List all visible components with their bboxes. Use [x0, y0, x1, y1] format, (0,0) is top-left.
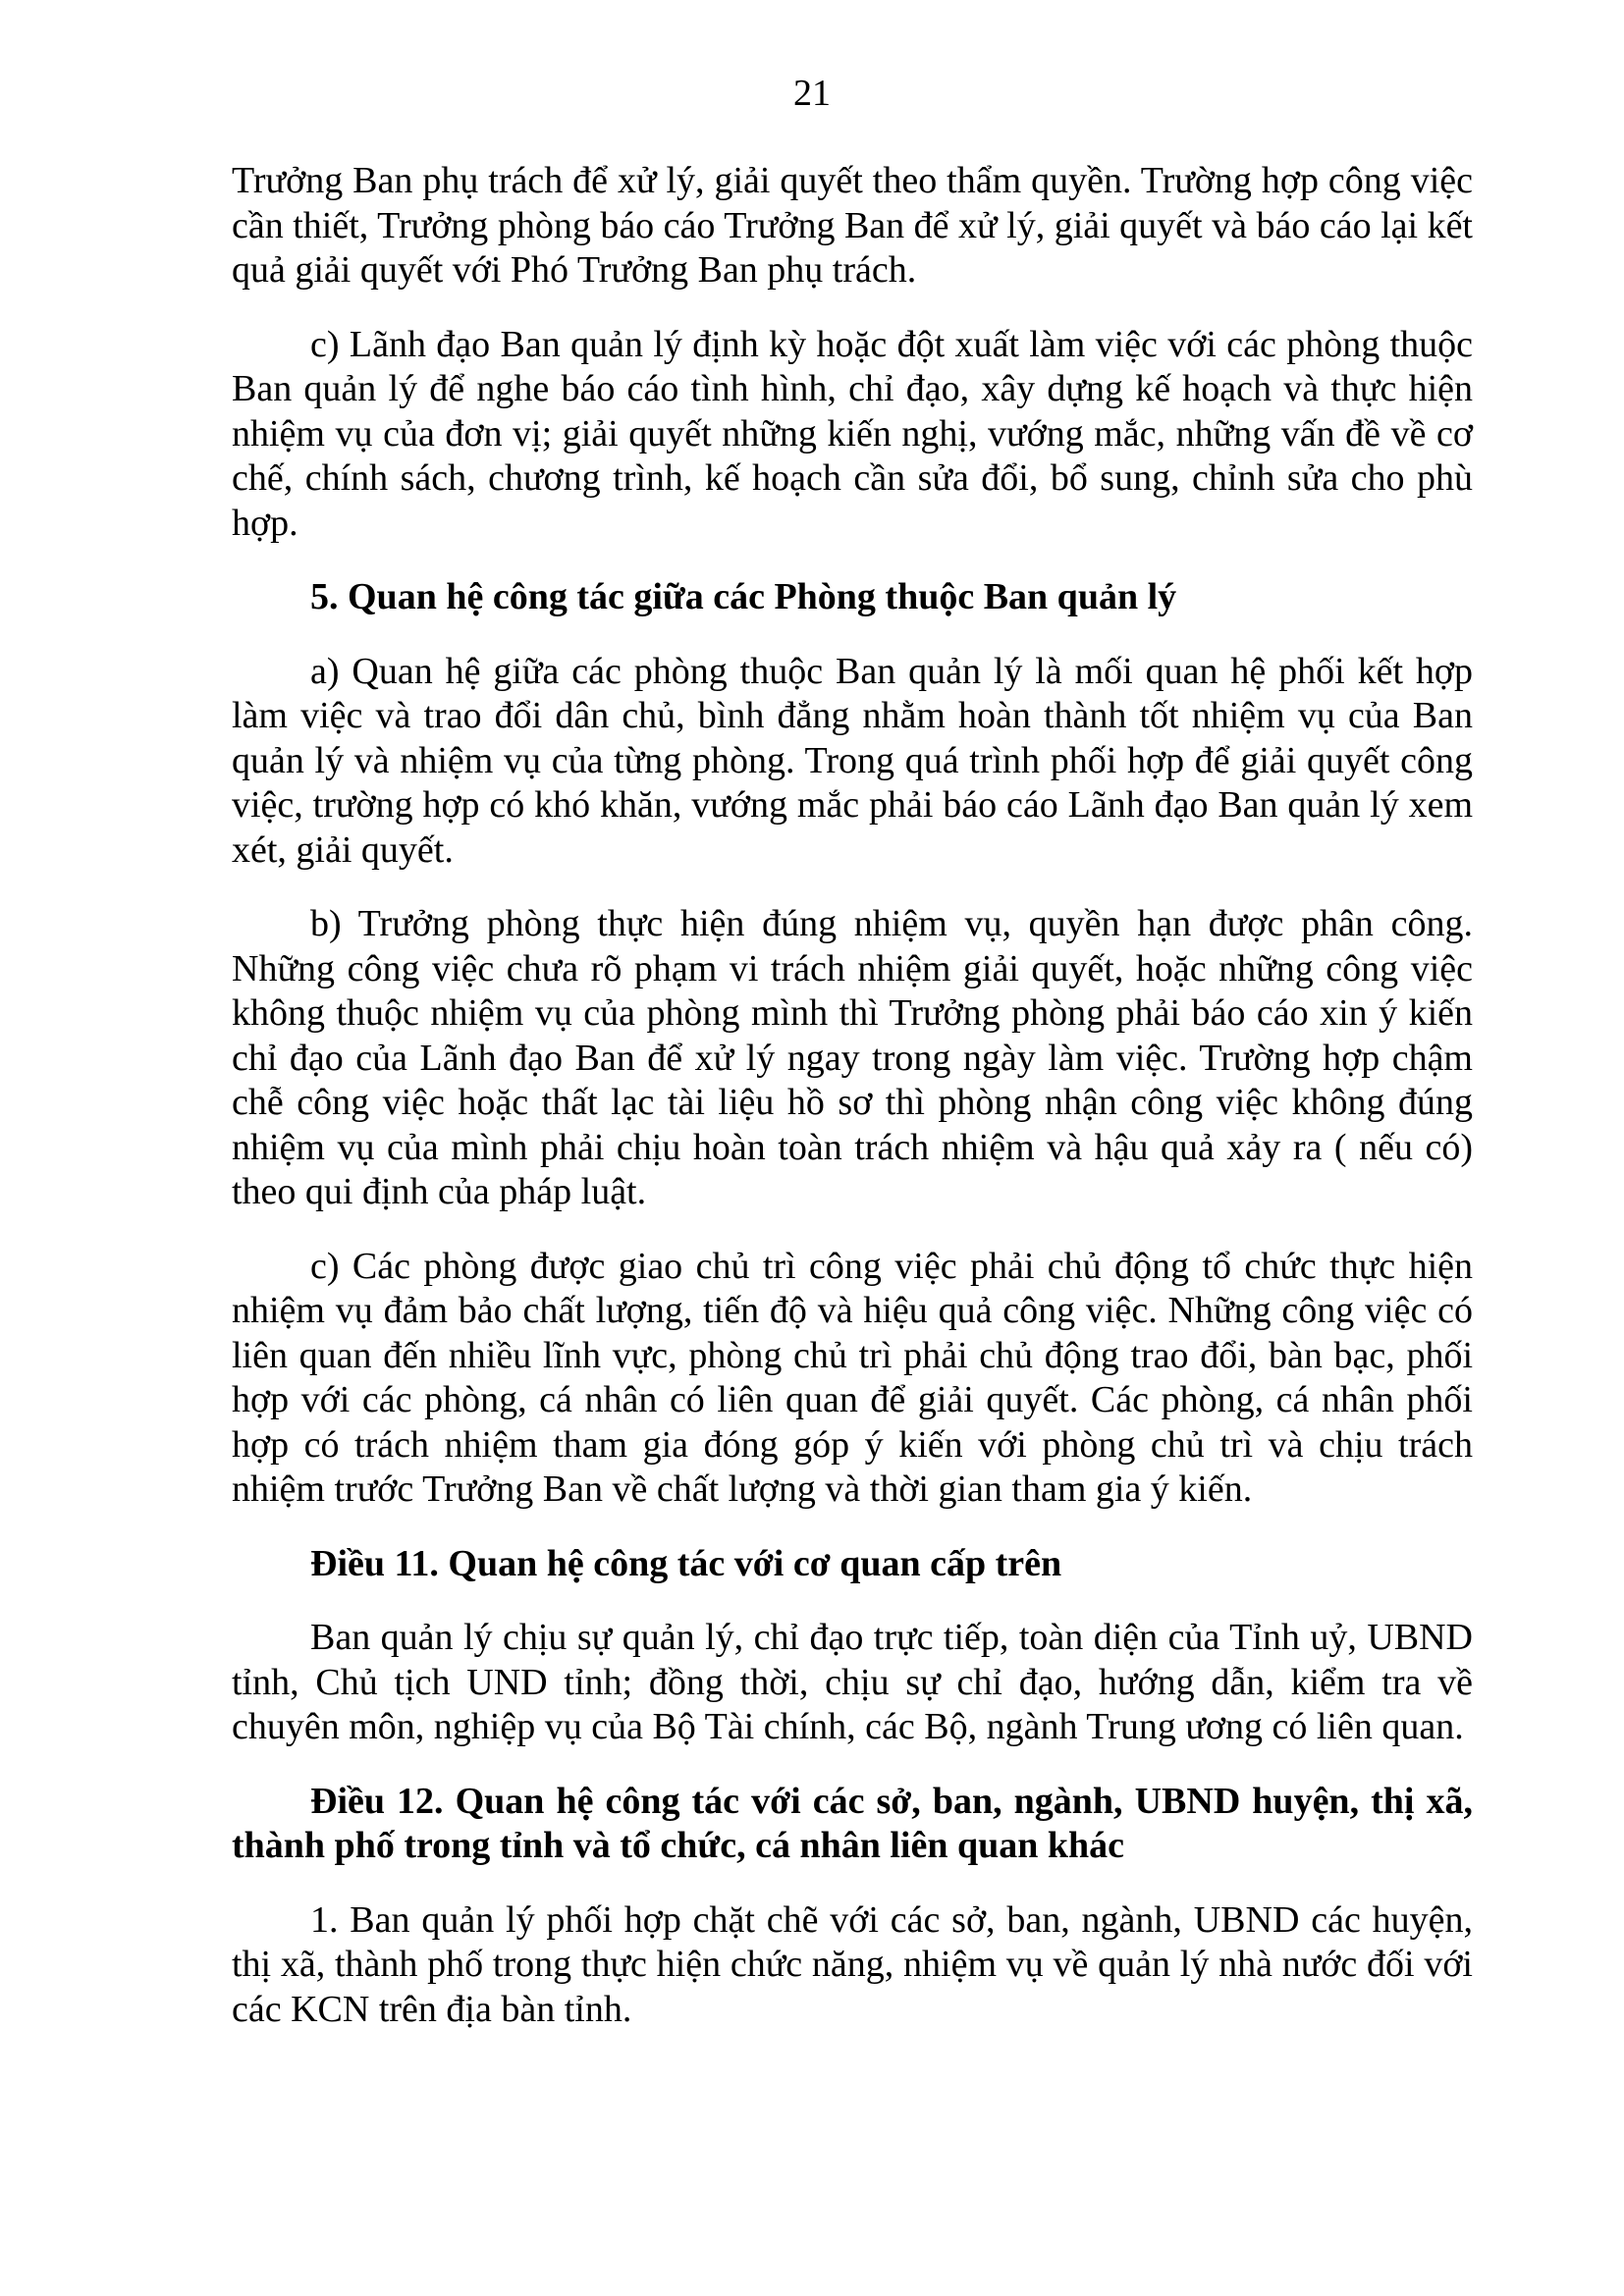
- article-heading-12: Điều 12. Quan hệ công tác với các sở, ban, ngành, UBND huyện, thị xã, thành phố trong tỉnh và tổ chức, cá nhân liên quan khác: [232, 1780, 1473, 1866]
- paragraph-continuation: Trưởng Ban phụ trách để xử lý, giải quyết theo thẩm quyền. Trường hợp công việc cần thiết, Trưởng phòng báo cáo Trưởng Ban để xử lý, giải quyết và báo cáo lại kết quả giải quyết với Phó Trưởng Ban phụ trách.: [232, 160, 1473, 291]
- paragraph-item-a: a) Quan hệ giữa các phòng thuộc Ban quản lý là mối quan hệ phối kết hợp làm việc và trao đổi dân chủ, bình đẳng nhằm hoàn thành tốt nhiệm vụ của Ban quản lý và nhiệm vụ của từng phòng. Trong quá trình phối hợp để giải quyết công việc, trường hợp có khó khăn, vướng mắc phải báo cáo Lãnh đạo Ban quản lý xem xét, giải quyết.: [232, 650, 1473, 871]
- paragraph-item-c: c) Lãnh đạo Ban quản lý định kỳ hoặc đột xuất làm việc với các phòng thuộc Ban quản lý để nghe báo cáo tình hình, chỉ đạo, xây dựng kế hoạch và thực hiện nhiệm vụ của đơn vị; giải quyết những kiến nghị, vướng mắc, những vấn đề về cơ chế, chính sách, chương trình, kế hoạch cần sửa đổi, bổ sung, chỉnh sửa cho phù hợp.: [232, 323, 1473, 544]
- document-body: [232, 159, 1473, 2061]
- section-heading-5: 5. Quan hệ công tác giữa các Phòng thuộc Ban quản lý: [310, 576, 1177, 617]
- paragraph-article-11: Ban quản lý chịu sự quản lý, chỉ đạo trực tiếp, toàn diện của Tỉnh uỷ, UBND tỉnh, Chủ tịch UND tỉnh; đồng thời, chịu sự chỉ đạo, hướng dẫn, kiểm tra về chuyên môn, nghiệp vụ của Bộ Tài chính, các Bộ, ngành Trung ương có liên quan.: [232, 1617, 1473, 1747]
- paragraph-item-c-2: c) Các phòng được giao chủ trì công việc phải chủ động tổ chức thực hiện nhiệm vụ đảm bảo chất lượng, tiến độ và hiệu quả công việc. Những công việc có liên quan đến nhiều lĩnh vực, phòng chủ trì phải chủ động trao đổi, bàn bạc, phối hợp với các phòng, cá nhân có liên quan để giải quyết. Các phòng, cá nhân phối hợp có trách nhiệm tham gia đóng góp ý kiến với phòng chủ trì và chịu trách nhiệm trước Trưởng Ban về chất lượng và thời gian tham gia ý kiến.: [232, 1245, 1473, 1510]
- article-heading-11: Điều 11. Quan hệ công tác với cơ quan cấp trên: [310, 1542, 1062, 1584]
- page-number: 21: [793, 73, 831, 114]
- paragraph-article-12-item-1: 1. Ban quản lý phối hợp chặt chẽ với các sở, ban, ngành, UBND các huyện, thị xã, thành phố trong thực hiện chức năng, nhiệm vụ về quản lý nhà nước đối với các KCN trên địa bàn tỉnh.: [232, 1898, 1473, 2030]
- paragraph-item-b: b) Trưởng phòng thực hiện đúng nhiệm vụ, quyền hạn được phân công. Những công việc chưa rõ phạm vi trách nhiệm giải quyết, hoặc những công việc không thuộc nhiệm vụ của phòng mình thì Trưởng phòng phải báo cáo xin ý kiến chỉ đạo của Lãnh đạo Ban để xử lý ngay trong ngày làm việc. Trường hợp chậm chễ công việc hoặc thất lạc tài liệu hồ sơ thì phòng nhận công việc không đúng nhiệm vụ của mình phải chịu hoàn toàn trách nhiệm và hậu quả xảy ra ( nếu có) theo qui định của pháp luật.: [232, 903, 1473, 1212]
